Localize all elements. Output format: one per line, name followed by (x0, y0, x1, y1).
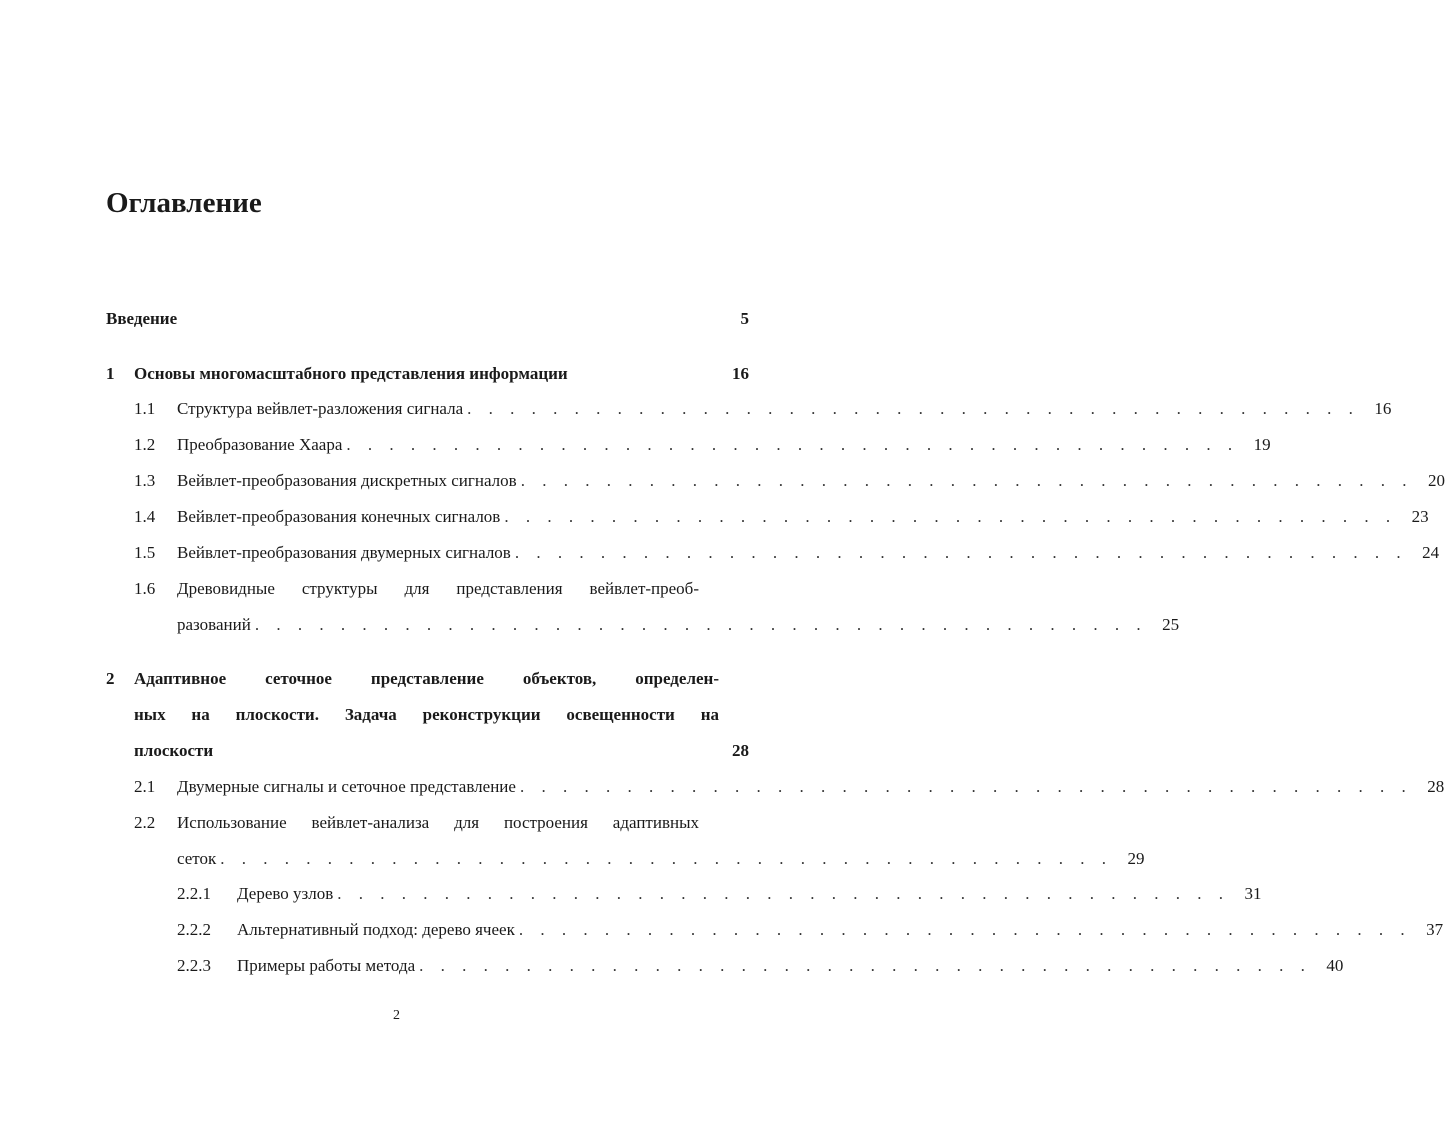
toc-page: 40 (1326, 956, 1344, 975)
toc-page: 16 (732, 364, 749, 383)
toc-entry-chapter-2-cont2[interactable] (134, 741, 749, 765)
toc-entry-2-2[interactable] (134, 813, 699, 837)
toc-number: 1 (106, 364, 115, 383)
toc-number: 2.2.3 (177, 956, 211, 975)
toc-leader-dots: . . . . . . . . . . . . . . . . . . . . . . . . . . . . . . . . . . . . . . . . . . (254, 615, 1148, 634)
toc-page: 5 (740, 309, 749, 328)
toc-label: Основы многомасштабного представления информации (134, 364, 568, 383)
toc-label: Древовидные структуры для представления вейвлет-преоб- (177, 579, 699, 598)
toc-leader-dots: . . . . . . . . . . . . . . . . . . . . . . . . . . . . . . . . . . . . . . . . . . (337, 884, 1230, 903)
toc-number: 2.1 (134, 777, 156, 796)
toc-page: 16 (1374, 399, 1392, 418)
toc-label: Структура вейвлет-разложения сигнала (177, 399, 464, 418)
toc-page: 31 (1244, 884, 1262, 903)
toc-label: Использование вейвлет-анализа для построения адаптивных (177, 813, 699, 832)
toc-leader-dots: . . . . . . . . . . . . . . . . . . . . . . . . . . . . . . . . . . . . . . . . . . (514, 543, 1408, 562)
page-number: 2 (393, 1008, 400, 1023)
toc-page: 23 (1411, 507, 1429, 526)
toc-entry-2-1[interactable] (134, 777, 1445, 801)
toc-label: Примеры работы метода (237, 956, 416, 975)
toc-leader-dots: . . . . . . . . . . . . . . . . . . . . . . . . . . . . . . . . . . . . . . . . . . (346, 435, 1239, 454)
toc-number: 2.2 (134, 813, 156, 832)
toc-label: сеток (177, 849, 217, 868)
toc-entry-1-2[interactable] (134, 435, 1271, 459)
toc-number: 2.2.2 (177, 920, 211, 939)
toc-label: ных на плоскости. Задача реконструкции освещенности на (134, 705, 719, 724)
toc-entry-1-6[interactable] (134, 579, 699, 603)
toc-number: 1.2 (134, 435, 156, 454)
toc-label: Дерево узлов (237, 884, 334, 903)
toc-page: 25 (1162, 615, 1180, 634)
toc-page: 24 (1422, 543, 1440, 562)
toc-number: 1.5 (134, 543, 156, 562)
toc-leader-dots: . . . . . . . . . . . . . . . . . . . . . . . . . . . . . . . . . . . . . . . . . . (504, 507, 1397, 526)
toc-number: 1.4 (134, 507, 156, 526)
toc-label: Вейвлет-преобразования двумерных сигналов (177, 543, 511, 562)
toc-page: 19 (1253, 435, 1271, 454)
toc-label: Адаптивное сеточное представление объектов, определен- (134, 669, 719, 688)
toc-leader-dots: . . . . . . . . . . . . . . . . . . . . . . . . . . . . . . . . . . . . . . . . . . (519, 777, 1413, 796)
toc-entry-chapter-2[interactable] (106, 669, 719, 693)
toc-label: Вейвлет-преобразования конечных сигналов (177, 507, 501, 526)
toc-label: Введение (106, 309, 178, 328)
toc-leader-dots: . . . . . . . . . . . . . . . . . . . . . . . . . . . . . . . . . . . . . . . . . . (467, 399, 1360, 418)
toc-entry-chapter-1[interactable] (106, 364, 749, 388)
toc-entry-intro[interactable] (106, 309, 749, 333)
toc-page: 29 (1127, 849, 1145, 868)
toc-number: 1.3 (134, 471, 156, 490)
toc-entry-1-6-cont[interactable] (177, 615, 1180, 639)
toc-entry-1-4[interactable] (134, 507, 1429, 531)
toc-leader-dots: . . . . . . . . . . . . . . . . . . . . . . . . . . . . . . . . . . . . . . . . . . (520, 471, 1413, 490)
page-title: Оглавление (106, 187, 262, 219)
toc-label: плоскости (134, 741, 214, 760)
toc-entry-1-5[interactable] (134, 543, 1440, 567)
toc-leader-dots: . . . . . . . . . . . . . . . . . . . . . . . . . . . . . . . . . . . . . . . . . . (220, 849, 1113, 868)
toc-label: разований (177, 615, 251, 634)
toc-leader-dots: . . . . . . . . . . . . . . . . . . . . . . . . . . . . . . . . . . . . . . . . . . (419, 956, 1312, 975)
toc-number: 1.1 (134, 399, 156, 418)
toc-number: 1.6 (134, 579, 156, 598)
toc-page: 28 (1427, 777, 1445, 796)
toc-entry-1-1[interactable] (134, 399, 1392, 423)
toc-entry-2-2-1[interactable] (177, 884, 1262, 908)
toc-entry-2-2-cont[interactable] (177, 849, 1145, 873)
toc-entry-1-3[interactable] (134, 471, 1445, 495)
toc-label: Альтернативный подход: дерево ячеек (237, 920, 515, 939)
toc-number: 2 (106, 669, 115, 688)
toc-entry-chapter-2-cont1[interactable] (134, 705, 719, 729)
toc-label: Двумерные сигналы и сеточное представление (177, 777, 516, 796)
toc-label: Вейвлет-преобразования дискретных сигналов (177, 471, 517, 490)
toc-number: 2.2.1 (177, 884, 211, 903)
toc-page: 37 (1426, 920, 1444, 939)
toc-entry-2-2-3[interactable] (177, 956, 1344, 980)
toc-leader-dots: . . . . . . . . . . . . . . . . . . . . . . . . . . . . . . . . . . . . . . . . . . (518, 920, 1412, 939)
toc-page: 28 (732, 741, 749, 760)
toc-entry-2-2-2[interactable] (177, 920, 1444, 944)
toc-label: Преобразование Хаара (177, 435, 343, 454)
toc-page: 20 (1427, 471, 1445, 490)
